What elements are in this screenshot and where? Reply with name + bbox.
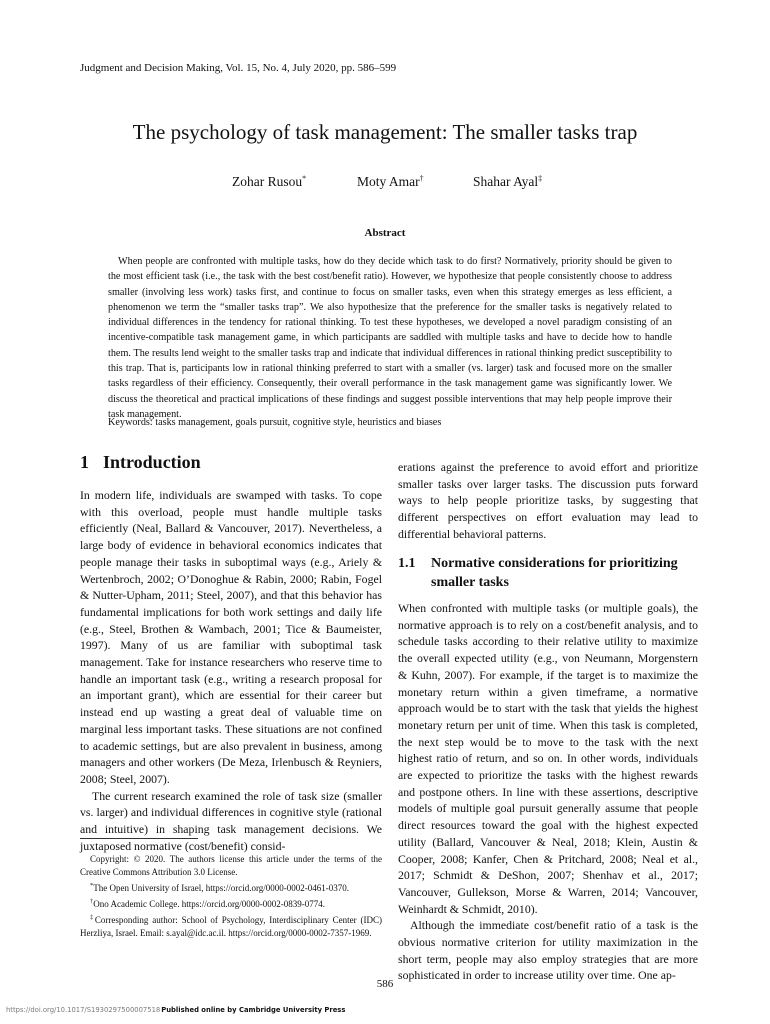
author-mark: † xyxy=(419,174,424,183)
author-amar: Moty Amar† xyxy=(357,174,424,189)
left-column xyxy=(80,487,382,854)
keywords: Keywords: tasks management, goals pursuit, cognitive style, heuristics and biases xyxy=(108,417,442,428)
page-number: 586 xyxy=(376,978,394,990)
published-online-text: Published online by Cambridge University Press xyxy=(161,1006,346,1014)
footnote-rule xyxy=(80,838,198,839)
copyright-note: Copyright: © 2020. The authors license this article under the terms of the Creative Commons Attribution 3.0 License. xyxy=(80,854,382,877)
section-heading xyxy=(80,452,201,473)
footnote-2: †Ono Academic College. https://orcid.org/0000-0002-0839-0774. xyxy=(90,898,326,909)
author-list xyxy=(0,174,770,194)
author-mark: ‡ xyxy=(538,174,543,183)
abstract-heading: Abstract xyxy=(364,227,406,239)
abstract-text: When people are confronted with multiple tasks, how do they decide which task to do first? Normatively, priority should be given to the most efficient task (i.e., the task with the best cost/benefit ratio). However, we hypothesize that people consistently choose to address smaller (involving less work) tasks first, and continue to focus on smaller tasks, even when this strategy emerges as less efficient, a phenomenon we term the “smaller tasks trap”. We also hypothesize that the preference for the smaller tasks is negatively related to individual differences in the tendency for rational thinking. To test these hypotheses, we developed a novel paradigm consisting of an incentive-compatible task management game, in which participants are saddled with multiple tasks and have to decide how to handle them. The results lend weight to the smaller tasks trap and indicate that individual differences in rational thinking predict susceptibility to this trap. That is, participants low in rational thinking preferred to start with a smaller (vs. larger) task and focused more on the smaller tasks regardless of their efficiency. Consequently, their overall performance in the task management game was significantly lower. We discuss the theoretical and practical implications of these findings and suggest possible interventions that may help people improve their task management. xyxy=(108,256,672,420)
body-paragraph: In modern life, individuals are swamped with tasks. To cope with this overload, people must handle multiple tasks efficiently (Neal, Ballard & Vancouver, 2017). Nevertheless, a large body of evidence in behavioral economics indicates that people manage their tasks in suboptimal ways (e.g., Ariely & Wertenbroch, 2002; O’Donoghue & Rabin, 2000; Rabin, Fogel & Nutter-Upham, 2011; Steel, 2007), and that this behavior has fundamental implications for both work settings and daily life (e.g., Steel, Brothen & Wambach, 2001; Tice & Baumeister, 1997). Many of us are familiar with suboptimal task management. Take for instance researchers who reserve time to handle an important task (e.g., writing a research proposal for an important grant), which are essential for their career but instead end up wasting a great deal of valuable time on marginal less important tasks. These situations are not confined to academic settings, but are also prevalent in business, among managers and other workers (De Meza, Irlenbusch & Reyniers, 2008; Steel, 2007). xyxy=(80,488,382,786)
footnote-3: ‡Corresponding author: School of Psychology, Interdisciplinary Center (IDC) Herzliya, Israel. Email: s.ayal@idc.ac.il. https://orcid.org/0000-0002-7357-1969. xyxy=(80,914,382,938)
body-paragraph: The current research examined the role of task size (smaller vs. larger) and individual differences in cognitive style (rational and intuitive) in shaping task management decisions. We juxtaposed normative (cost/benefit) consid- xyxy=(80,788,382,853)
footnote-1: *The Open University of Israel, https://orcid.org/0000-0002-0461-0370. xyxy=(90,882,350,893)
subsection-title: Normative considerations for prioritizing smaller tasks xyxy=(431,556,678,590)
paper-title: The psychology of task management: The smaller tasks trap xyxy=(132,120,638,144)
doi-link[interactable]: https://doi.org/10.1017/S1930297500007518 xyxy=(6,1006,161,1014)
body-paragraph: When confronted with multiple tasks (or multiple goals), the normative approach is to rely on a cost/benefit analysis, and to schedule tasks according to their relative utility to maximize the overall expected utility (e.g., von Neumann, Morgenstern & Kuhn, 2007). For example, if the target is to maximize the monetary return within a given timeframe, a normative approach would be to start with the task that yields the highest monetary return per unit of time. When this task is completed, the next step would be to move to the task with the next highest ratio of return, and so on. In other words, individuals are expected to prioritize the tasks with the highest rewards and postpone others. In line with these assertions, descriptive models of multiple goal pursuit generally assume that people direct resources toward the goal with the highest expected utility (Ballard, Vancouver & Neal, 2018; Klein, Austin & Cooper, 2008; Kanfer, Chen & Pritchard, 2008; Neal et al., 2017; Schmidt & DeShon, 2007; Shenhav et al., 2017; Vancouver, Gullekson, Morse & Warren, 2014; Vancouver, Weinhardt & Schmidt, 2010). xyxy=(398,601,698,916)
subsection-heading xyxy=(398,554,698,592)
subsection-number: 1.1 xyxy=(398,556,416,571)
body-paragraph: erations against the preference to avoid effort and prioritize smaller tasks over larger tasks. The discussion puts forward ways to help people prioritize tasks, by suggesting that different perspectives on effort evaluation may lead to differential behavioral patterns. xyxy=(398,460,698,541)
footnotes xyxy=(80,853,382,940)
author-mark: * xyxy=(302,174,307,183)
author-rusou: Zohar Rusou* xyxy=(232,174,307,189)
right-column-top xyxy=(398,459,698,543)
right-column xyxy=(398,600,698,984)
section-title: Introduction xyxy=(103,452,201,472)
section-number: 1 xyxy=(80,452,89,472)
journal-citation: Judgment and Decision Making, Vol. 15, No. 4, July 2020, pp. 586–599 xyxy=(80,62,397,74)
body-paragraph: Although the immediate cost/benefit ratio of a task is the obvious normative criterion for utility maximization in the short term, people may also employ strategies that are more sophisticated in order to increase utility over time. One ap- xyxy=(398,918,698,983)
doi-footer xyxy=(6,1006,345,1014)
author-ayal: Shahar Ayal‡ xyxy=(473,174,543,189)
